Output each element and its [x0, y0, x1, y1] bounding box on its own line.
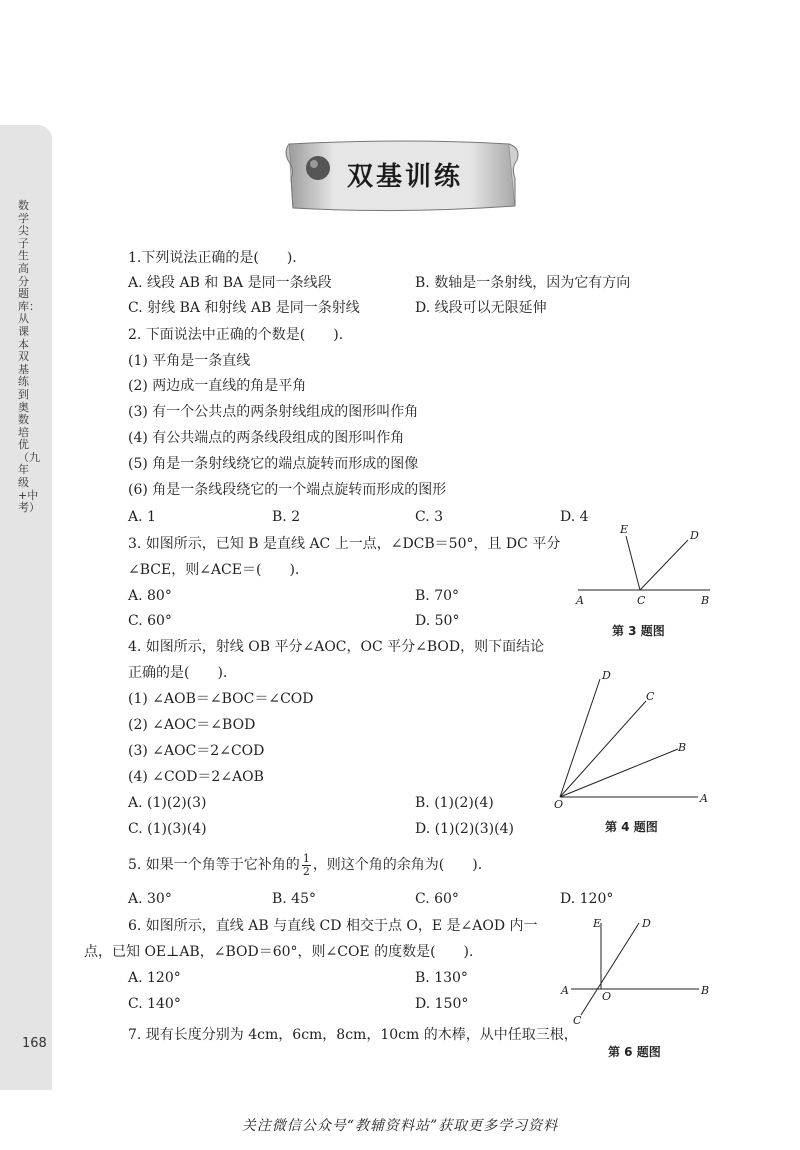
q2-statement-3: (3) 有一个公共点的两条射线组成的图形叫作角 [128, 404, 419, 420]
q3-option-a: A. 80° [128, 588, 172, 604]
q6-label-a: A [561, 984, 569, 997]
q4-option-d: D. (1)(2)(3)(4) [415, 821, 514, 837]
q6-label-d: D [642, 917, 651, 930]
q5-stem-post: ，则这个角的余角为( ). [312, 857, 483, 873]
q5-option-b: B. 45° [272, 891, 317, 907]
q5-option-a: A. 30° [128, 891, 172, 907]
q2-option-b: B. 2 [272, 509, 301, 525]
q2-statement-5: (5) 角是一条射线绕它的端点旋转而形成的图像 [128, 456, 419, 472]
q6-label-b: B [701, 984, 710, 997]
q1-option-c: C. 射线 BA 和射线 AB 是同一条射线 [128, 300, 360, 316]
q4-statement-2: (2) ∠AOC＝∠BOD [128, 717, 256, 733]
book-side-title: 数学尖子生高分题库：从课本双基练到奥数培优（九年级+中考） [18, 199, 40, 515]
q5-stem-pre: 5. 如果一个角等于它补角的 [128, 857, 300, 873]
q6-label-e: E [593, 917, 602, 930]
q3-caption: 第 3 题图 [612, 624, 665, 638]
q3-label-c: C [637, 594, 646, 607]
q3-option-c: C. 60° [128, 613, 172, 629]
q2-option-d: D. 4 [560, 509, 589, 525]
q4-label-d: D [602, 669, 611, 682]
q4-option-c: C. (1)(3)(4) [128, 821, 207, 837]
q6-label-o: O [602, 990, 612, 1003]
q6-label-c: C [573, 1014, 582, 1027]
q6-caption: 第 6 题图 [608, 1045, 661, 1059]
q6-option-a: A. 120° [128, 970, 181, 986]
q3-option-d: D. 50° [415, 613, 460, 629]
q2-stem: 2. 下面说法中正确的个数是( ). [128, 327, 344, 343]
q3-figure [570, 520, 720, 610]
footer-notice: 关注微信公众号“教辅资料站”获取更多学习资料 [241, 1118, 559, 1134]
page-number: 168 [22, 1036, 47, 1051]
q3-stem-line1: 3. 如图所示，已知 B 是直线 AC 上一点，∠DCB＝50°，且 DC 平分 [128, 536, 561, 552]
section-title: 双基训练 [347, 162, 464, 192]
q1-option-a: A. 线段 AB 和 BA 是同一条线段 [128, 275, 332, 291]
q2-statement-4: (4) 有公共端点的两条线段组成的图形叫作角 [128, 430, 405, 446]
q7-stem: 7. 现有长度分别为 4cm，6cm，8cm，10cm 的木棒，从中任取三根， [128, 1027, 578, 1043]
q5-frac-num: 1 [302, 851, 310, 865]
q1-option-d: D. 线段可以无限延伸 [415, 300, 547, 316]
q3-option-b: B. 70° [415, 588, 460, 604]
q5-option-c: C. 60° [415, 891, 459, 907]
q1-option-b: B. 数轴是一条射线，因为它有方向 [415, 275, 631, 291]
q3-label-b: B [701, 594, 710, 607]
q2-statement-6: (6) 角是一条线段绕它的一个端点旋转而形成的图形 [128, 482, 447, 498]
q3-label-e: E [620, 523, 629, 536]
q4-stem-line1: 4. 如图所示，射线 OB 平分∠AOC，OC 平分∠BOD，则下面结论 [128, 639, 545, 655]
q4-figure [550, 665, 715, 810]
q4-label-a: A [700, 792, 708, 805]
q4-option-b: B. (1)(2)(4) [415, 795, 494, 811]
q4-statement-1: (1) ∠AOB＝∠BOC＝∠COD [128, 691, 314, 707]
q2-option-c: C. 3 [415, 509, 444, 525]
q6-option-c: C. 140° [128, 996, 181, 1012]
q4-label-c: C [646, 690, 655, 703]
q4-caption: 第 4 题图 [605, 820, 658, 834]
q6-stem-line2: 点，已知 OE⊥AB，∠BOD＝60°，则∠COE 的度数是( ). [84, 944, 474, 960]
q5-frac-den: 2 [302, 864, 310, 878]
q4-label-b: B [678, 741, 687, 754]
q3-label-a: A [576, 594, 584, 607]
q6-option-b: B. 130° [415, 970, 468, 986]
q5-fraction [302, 853, 311, 878]
q1-stem: 1.下列说法正确的是( ). [128, 250, 297, 266]
q6-figure [555, 915, 715, 1030]
q3-stem-line2: ∠BCE，则∠ACE＝( ). [128, 562, 300, 578]
q2-statement-1: (1) 平角是一条直线 [128, 353, 251, 369]
q4-statement-4: (4) ∠COD＝2∠AOB [128, 769, 264, 785]
q6-stem-line1: 6. 如图所示，直线 AB 与直线 CD 相交于点 O，E 是∠AOD 内一 [128, 918, 538, 934]
q2-statement-2: (2) 两边成一直线的角是平角 [128, 378, 307, 394]
q6-option-d: D. 150° [415, 996, 469, 1012]
q3-label-d: D [690, 529, 699, 542]
q2-option-a: A. 1 [128, 509, 156, 525]
q5-stem [128, 852, 482, 878]
q5-option-d: D. 120° [560, 891, 614, 907]
q4-stem-line2: 正确的是( ). [128, 665, 228, 681]
q4-label-o: O [554, 798, 564, 810]
q4-statement-3: (3) ∠AOC＝2∠COD [128, 743, 265, 759]
banner-ball-icon [303, 153, 333, 183]
q4-option-a: A. (1)(2)(3) [128, 795, 207, 811]
